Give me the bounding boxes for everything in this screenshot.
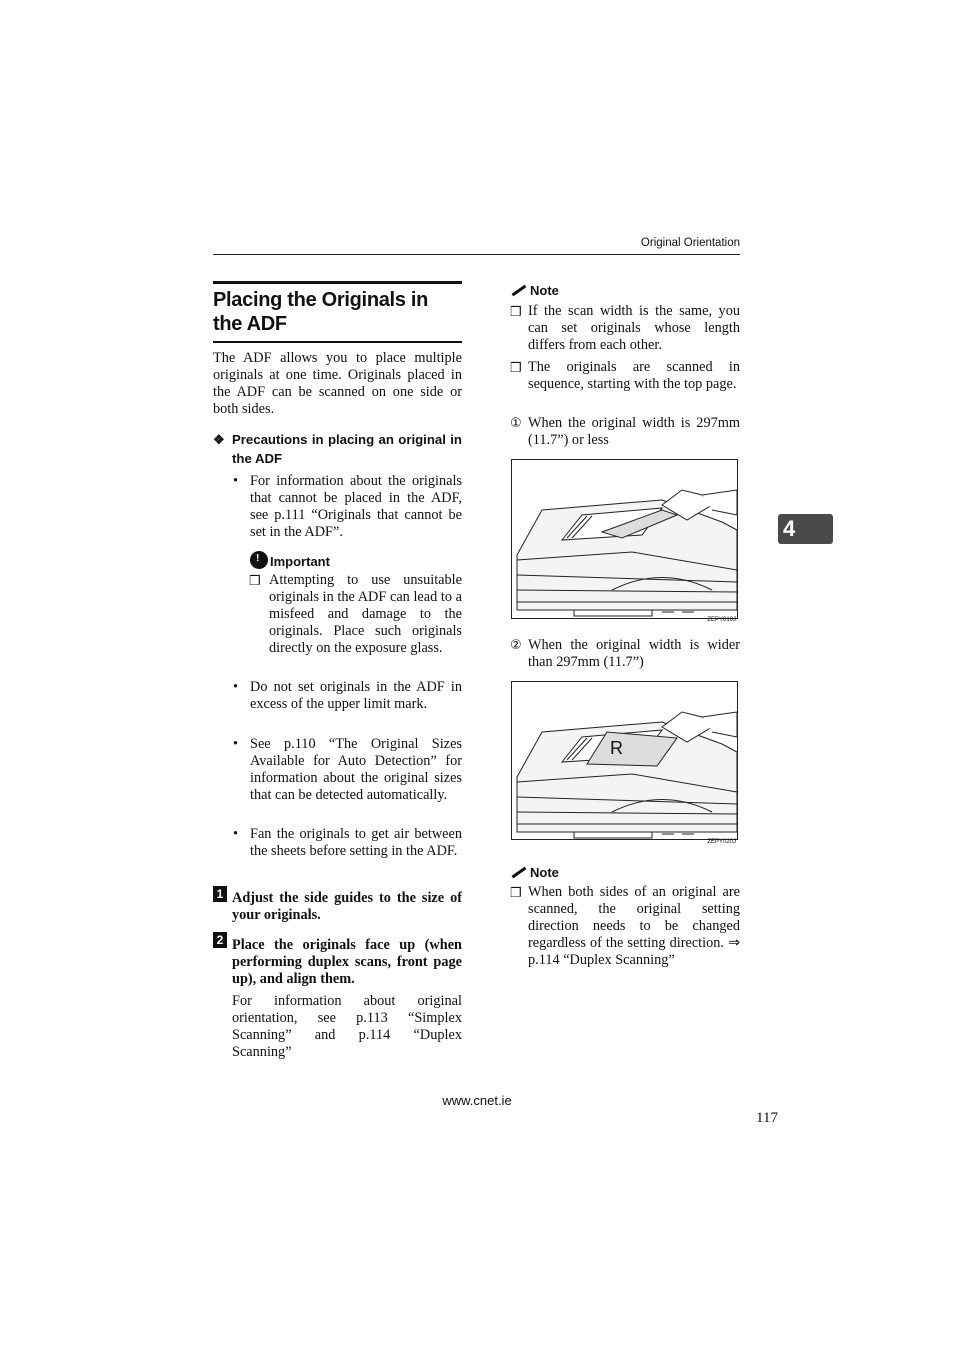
- bullet-icon: •: [233, 473, 239, 489]
- note-heading: [511, 283, 559, 298]
- bullet-text: Fan the originals to get air between the sheets before setting in the ADF.: [250, 826, 462, 859]
- pencil-icon: [511, 284, 527, 296]
- bullet-icon: •: [233, 736, 239, 752]
- checkbox-icon: ❒: [510, 360, 522, 375]
- list-item: [233, 473, 462, 541]
- step-number-1: 1: [213, 886, 227, 902]
- circled-number-2: ②: [510, 638, 522, 653]
- bullet-icon: •: [233, 826, 239, 842]
- section-title: Placing the Originals in the ADF: [213, 289, 429, 335]
- bullet-text: Do not set originals in the ADF in excess of the upper limit mark.: [250, 679, 462, 712]
- step-number-2: 2: [213, 932, 227, 948]
- bullet-text: For information about the originals that cannot be placed in the ADF, see p.111 “Originals that cannot be set in the ADF”.: [250, 473, 462, 540]
- title-rule-bottom: [213, 341, 462, 343]
- bullet-text: See p.110 “The Original Sizes Available for Auto Detection” for information about the original sizes that can be detected automatically.: [250, 736, 462, 803]
- letter-r-mark: R: [610, 738, 623, 758]
- header-rule: [213, 254, 740, 255]
- case-text: When the original width is 297mm (11.7”) or less: [528, 415, 740, 448]
- important-icon: [250, 551, 268, 569]
- note-text: If the scan width is the same, you can set originals whose length differs from each other.: [528, 303, 740, 353]
- list-item: [233, 826, 462, 860]
- case-2: [510, 637, 740, 671]
- note-item: [510, 884, 740, 969]
- checkbox-icon: ❒: [510, 885, 522, 900]
- figure-code-2: ZEPY020J: [707, 839, 736, 845]
- note-item: [510, 303, 740, 354]
- chapter-tab: 4: [778, 514, 833, 544]
- step-2-text: Place the originals face up (when performing duplex scans, front page up), and align them.: [232, 937, 462, 987]
- step-1-text: Adjust the side guides to the size of your originals.: [232, 890, 462, 923]
- important-heading: [250, 551, 330, 569]
- case-text: When the original width is wider than 297mm (11.7”): [528, 637, 740, 670]
- figure-code-1: ZEPY010J: [707, 617, 736, 623]
- running-header: Original Orientation: [640, 237, 740, 249]
- intro-paragraph: The ADF allows you to place multiple originals at one time. Originals placed in the ADF can be scanned on one side or both sides.: [213, 350, 462, 417]
- note-text: When both sides of an original are scanned, the original setting direction needs to be changed regardless of the setting direction. ⇒ p.114 “Duplex Scanning”: [528, 884, 740, 968]
- circled-number-1: ①: [510, 416, 522, 431]
- scanner-illustration-2: [511, 681, 738, 840]
- note-item: [510, 359, 740, 393]
- important-text: Attempting to use unsuitable originals in the ADF can lead to a misfeed and damage to the originals. Place such originals directly on the exposure glass.: [269, 572, 462, 656]
- title-rule-top: [213, 281, 462, 284]
- list-item: [233, 736, 462, 804]
- checkbox-icon: ❒: [249, 573, 261, 588]
- scanner-illustration-1: [511, 459, 738, 619]
- adf-scanner-drawing: [512, 460, 737, 618]
- bullet-icon: •: [233, 679, 239, 695]
- important-item: [249, 572, 462, 657]
- page-number: 117: [756, 1110, 778, 1126]
- footer-url: www.cnet.ie: [442, 1093, 512, 1108]
- step-2-detail: For information about original orientation, see p.113 “Simplex Scanning” and p.114 “Duplex Scanning”: [232, 993, 462, 1060]
- diamond-icon: ❖: [213, 432, 225, 447]
- note-text: The originals are scanned in sequence, starting with the top page.: [528, 359, 740, 392]
- important-label: Important: [270, 554, 330, 569]
- note-label: Note: [530, 865, 559, 880]
- list-item: [233, 679, 462, 713]
- note-label: Note: [530, 283, 559, 298]
- note-heading: [511, 865, 559, 880]
- checkbox-icon: ❒: [510, 304, 522, 319]
- adf-scanner-drawing: [512, 682, 737, 839]
- pencil-icon: [511, 866, 527, 878]
- precautions-heading-text: Precautions in placing an original in the ADF: [232, 432, 462, 466]
- case-1: [510, 415, 740, 449]
